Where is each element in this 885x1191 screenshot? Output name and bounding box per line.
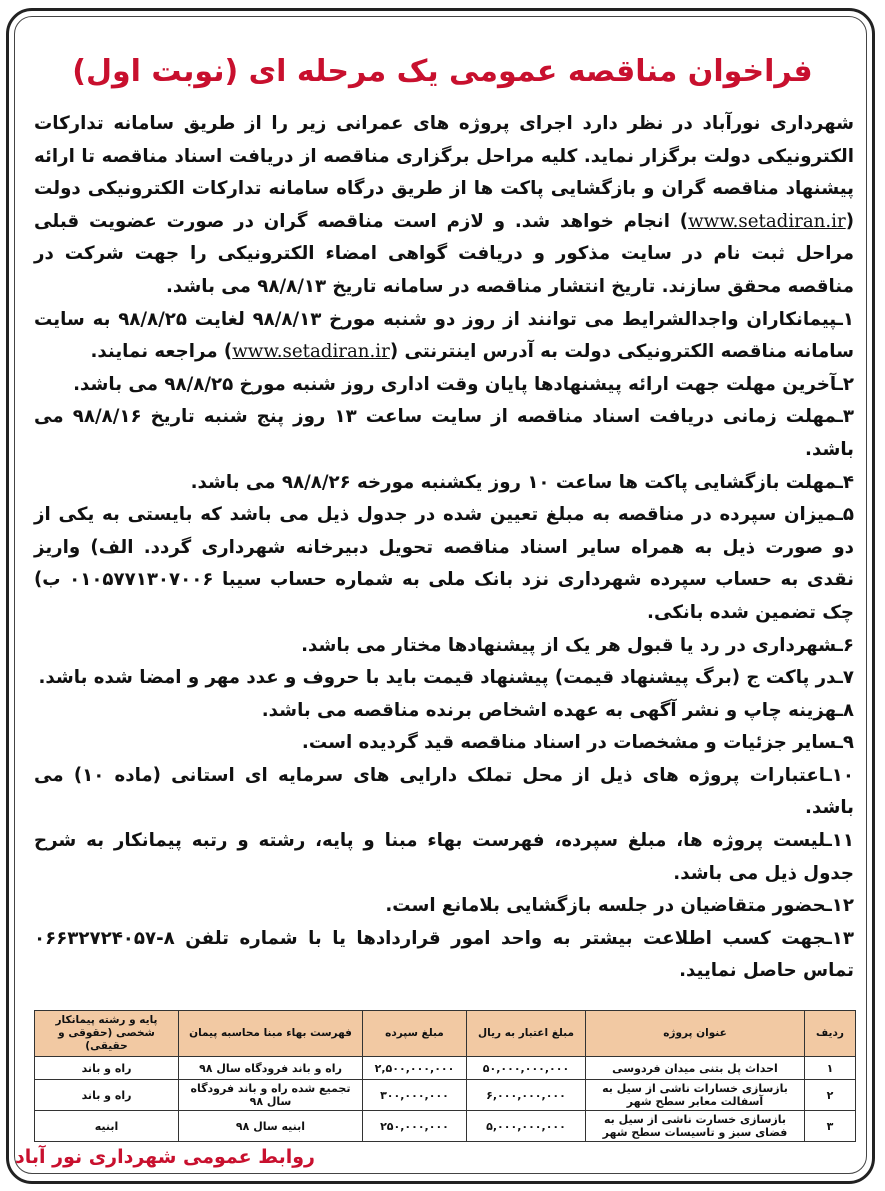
contractor-grade: راه و باند [35, 1057, 179, 1080]
project-title: بازسازی خسارت ناشی از سیل به فضای سبز و تاسیسات سطح شهر [586, 1111, 805, 1142]
item-9: ۹ـسایر جزئیات و مشخصات در اسناد مناقصه قید گردیده است. [301, 732, 854, 754]
table-row [35, 1057, 856, 1080]
project-title: بازسازی خسارات ناشی از سیل به آسفالت معابر سطح شهر [586, 1080, 805, 1111]
price-list: راه و باند فرودگاه سال ۹۸ [179, 1057, 363, 1080]
header-contractor-grade: پایه و رشته پیمانکار شخصی (حقوقی و حقیقی) [35, 1011, 179, 1057]
item-6: ۶ـشهرداری در رد یا قبول هر یک از پیشنهادها مختار می باشد. [301, 634, 854, 656]
item-10: ۱۰ـاعتبارات پروژه های ذیل از محل تملک دارایی های سرمایه ای استانی (ماده ۱۰) می باشد. [34, 764, 854, 819]
intro-text-part2: ) انجام خواهد شد. و لازم است مناقصه گران در صورت عضویت قبلی مراحل ثبت نام در سایت مذکور و دریافت گواهی امضاء الکترونیکی را جهت شرکت در مناقصه محقق سازند. تاریخ انتشار مناقصه در سامانه تاریخ ۹۸/۸/۱۳ می باشد. [34, 210, 854, 297]
price-list: ابنیه سال ۹۸ [179, 1111, 363, 1142]
credit-amount: ۵۰,۰۰۰,۰۰۰,۰۰۰ [467, 1057, 586, 1080]
contractor-grade: ابنیه [35, 1111, 179, 1142]
row-number: ۱ [805, 1057, 856, 1080]
header-deposit-amount: مبلغ سپرده [363, 1011, 467, 1057]
item-7: ۷ـدر پاکت ج (برگ پیشنهاد قیمت) پیشنهاد قیمت باید با حروف و عدد مهر و امضا شده باشد. [38, 667, 854, 689]
table-row [35, 1111, 856, 1142]
item-3: ۳ـمهلت زمانی دریافت اسناد مناقصه از سایت ساعت ۱۳ روز پنج شنبه تاریخ ۹۸/۸/۱۶ می باشد. [34, 406, 854, 460]
contractor-grade: راه و باند [35, 1080, 179, 1111]
deposit-amount: ۳۰۰,۰۰۰,۰۰۰ [363, 1080, 467, 1111]
item-5: ۵ـمیزان سپرده در مناقصه به مبلغ تعیین شده در جدول ذیل می باشد که بایستی به یکی از دو صورت ذیل به همراه سایر اسناد مناقصه تحویل دبیرخانه شهرداری گردد. الف) واریز نقدی به حساب سپرده شهرداری نزد بانک ملی به شماره حساب سیبا ۰۱۰۵۷۷۱۳۰۷۰۰۶ ب) چک تضمین شده بانکی. [34, 504, 854, 623]
table-row [35, 1080, 856, 1111]
row-number: ۳ [805, 1111, 856, 1142]
intro-paragraph [34, 108, 854, 304]
header-row-number: ردیف [805, 1011, 856, 1057]
intro-text-part1: شهرداری نورآباد در نظر دارد اجرای پروژه های عمرانی زیر را از طریق سامانه تدارکات الکترونیکی دولت برگزار نماید. کلیه مراحل برگزاری مناقصه از دریافت اسناد مناقصه تا ارائه پیشنهاد مناقصه گران و بازگشایی پاکت ها از طریق درگاه سامانه تدارکات الکترونیکی دولت ( [34, 113, 854, 232]
row-number: ۲ [805, 1080, 856, 1111]
deposit-amount: ۲,۵۰۰,۰۰۰,۰۰۰ [363, 1057, 467, 1080]
item-1 [34, 304, 854, 369]
setadiran-link-2[interactable]: www.setadiran.ir [232, 341, 390, 363]
project-title: احداث پل بتنی میدان فردوسی [586, 1057, 805, 1080]
setadiran-link[interactable]: www.setadiran.ir [688, 210, 846, 232]
credit-amount: ۵,۰۰۰,۰۰۰,۰۰۰ [467, 1111, 586, 1142]
table-header-row [35, 1011, 856, 1057]
credit-amount: ۶,۰۰۰,۰۰۰,۰۰۰ [467, 1080, 586, 1111]
header-credit-amount: مبلغ اعتبار به ریال [467, 1011, 586, 1057]
page-title: فراخوان مناقصه عمومی یک مرحله ای (نوبت اول) [72, 54, 813, 89]
projects-table [34, 1010, 856, 1142]
item-8: ۸ـهزینه چاپ و نشر آگهی به عهده اشخاص برنده مناقصه می باشد. [261, 699, 854, 721]
item-1-part1: ۱ـپیمانکاران واجدالشرایط می توانند از روز دو شنبه مورخ ۹۸/۸/۱۳ لغایت ۹۸/۸/۲۵ به سایت سامانه مناقصه الکترونیکی دولت به آدرس اینترنتی ( [34, 308, 855, 363]
deposit-amount: ۲۵۰,۰۰۰,۰۰۰ [363, 1111, 467, 1142]
header-project-title: عنوان پروژه [586, 1011, 805, 1057]
item-1-part2: ) مراجعه نمایند. [90, 341, 233, 363]
footer-signature: روابط عمومی شهرداری نور آباد [15, 1146, 315, 1168]
item-11: ۱۱ـلیست پروژه ها، مبلغ سپرده، فهرست بهاء مبنا و پایه، رشته و رتبه پیمانکار به شرح جدول ذیل می باشد. [34, 830, 854, 884]
announcement-body [34, 108, 854, 988]
header-price-list: فهرست بهاء مبنا محاسبه پیمان [179, 1011, 363, 1057]
price-list: تجمیع شده راه و باند فرودگاه سال ۹۸ [179, 1080, 363, 1111]
item-4: ۴ـمهلت بازگشایی پاکت ها ساعت ۱۰ روز یکشنبه مورخه ۹۸/۸/۲۶ می باشد. [190, 471, 854, 493]
item-12: ۱۲ـحضور متقاضیان در جلسه بازگشایی بلامانع است. [385, 895, 854, 917]
item-2: ۲ـآخرین مهلت جهت ارائه پیشنهادها پایان وقت اداری روز شنبه مورخ ۹۸/۸/۲۵ می باشد. [73, 373, 854, 395]
item-13: ۱۳ـجهت کسب اطلاعت بیشتر به واحد امور قراردادها یا با شماره تلفن ۸-۰۶۶۳۲۷۲۴۰۵۷ تماس حاصل نمایید. [34, 927, 854, 982]
